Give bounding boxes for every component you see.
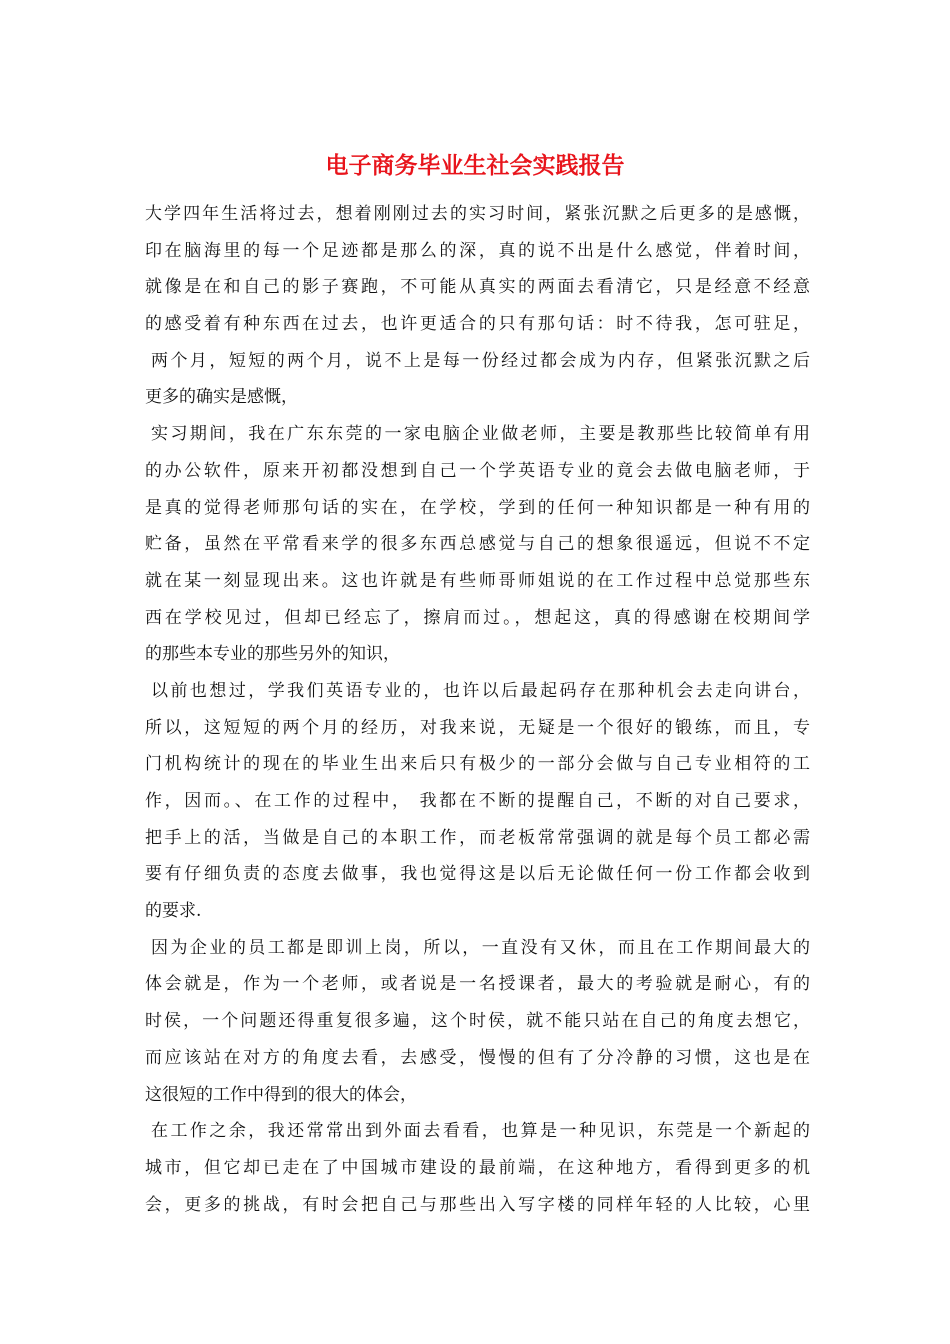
body-line: 贮备，虽然在平常看来学的很多东西总感觉与自己的想象很遥远，但说不不定 bbox=[145, 534, 810, 555]
body-line: 的感受着有种东西在过去，也许更适合的只有那句话：时不待我，怎可驻足， bbox=[145, 314, 810, 335]
body-line: 会，更多的挑战，有时会把自己与那些出入写字楼的同样年轻的人比较，心里 bbox=[145, 1194, 810, 1215]
body-line: 时侯，一个问题还得重复很多遍，这个时侯，就不能只站在自己的角度去想它， bbox=[145, 1011, 810, 1032]
document-title: 电子商务毕业生社会实践报告 bbox=[325, 153, 625, 179]
body-line: 两个月，短短的两个月，说不上是每一份经过都会成为内存，但紧张沉默之后 bbox=[151, 350, 810, 371]
body-line: 而应该站在对方的角度去看，去感受，慢慢的但有了分冷静的习惯，这也是在 bbox=[145, 1047, 810, 1068]
body-line: 要有仔细负责的态度去做事，我也觉得这是以后无论做任何一份工作都会收到 bbox=[145, 864, 810, 885]
body-line: 的要求. bbox=[145, 901, 202, 922]
body-line: 就在某一刻显现出来。这也许就是有些师哥师姐说的在工作过程中总觉那些东 bbox=[145, 570, 810, 591]
body-line: 的办公软件，原来开初都没想到自己一个学英语专业的竟会去做电脑老师，于 bbox=[145, 460, 810, 481]
body-line: 城市，但它却已走在了中国城市建设的最前端，在这种地方，看得到更多的机 bbox=[145, 1157, 810, 1178]
body-line: 的那些本专业的那些另外的知识， bbox=[145, 644, 400, 665]
body-line: 在工作之余，我还常常出到外面去看看，也算是一种见识，东莞是一个新起的 bbox=[151, 1121, 810, 1142]
body-line: 印在脑海里的每一个足迹都是那么的深，真的说不出是什么感觉，伴着时间， bbox=[145, 240, 810, 261]
body-line: 以前也想过，学我们英语专业的，也许以后最起码存在那种机会去走向讲台， bbox=[151, 680, 810, 701]
body-line: 因为企业的员工都是即训上岗，所以，一直没有又休，而且在工作期间最大的 bbox=[151, 937, 810, 958]
body-line: 体会就是，作为一个老师，或者说是一名授课者，最大的考验就是耐心，有的 bbox=[145, 974, 810, 995]
body-line: 这很短的工作中得到的很大的体会， bbox=[145, 1084, 417, 1105]
body-line: 门机构统计的现在的毕业生出来后只有极少的一部分会做与自己专业相符的工 bbox=[145, 754, 810, 775]
body-line: 所以，这短短的两个月的经历，对我来说，无疑是一个很好的锻练，而且，专 bbox=[145, 717, 810, 738]
body-line: 把手上的活，当做是自己的本职工作，而老板常常强调的就是每个员工都必需 bbox=[145, 827, 810, 848]
body-line: 实习期间，我在广东东莞的一家电脑企业做老师，主要是教那些比较简单有用 bbox=[151, 424, 810, 445]
body-line: 是真的觉得老师那句话的实在，在学校，学到的任何一种知识都是一种有用的 bbox=[145, 497, 810, 518]
document-body bbox=[145, 196, 810, 1223]
body-line: 作，因而。、在工作的过程中， 我都在不断的提醒自己，不断的对自己要求， bbox=[145, 791, 810, 811]
body-line: 大学四年生活将过去，想着刚刚过去的实习时间，紧张沉默之后更多的是感慨， bbox=[145, 204, 810, 224]
body-line: 就像是在和自己的影子赛跑，不可能从真实的两面去看清它，只是经意不经意 bbox=[145, 277, 810, 298]
body-line: 更多的确实是感慨， bbox=[145, 387, 298, 408]
body-line: 西在学校见过，但却已经忘了，擦肩而过。，想起这，真的得感谢在校期间学 bbox=[145, 607, 810, 628]
